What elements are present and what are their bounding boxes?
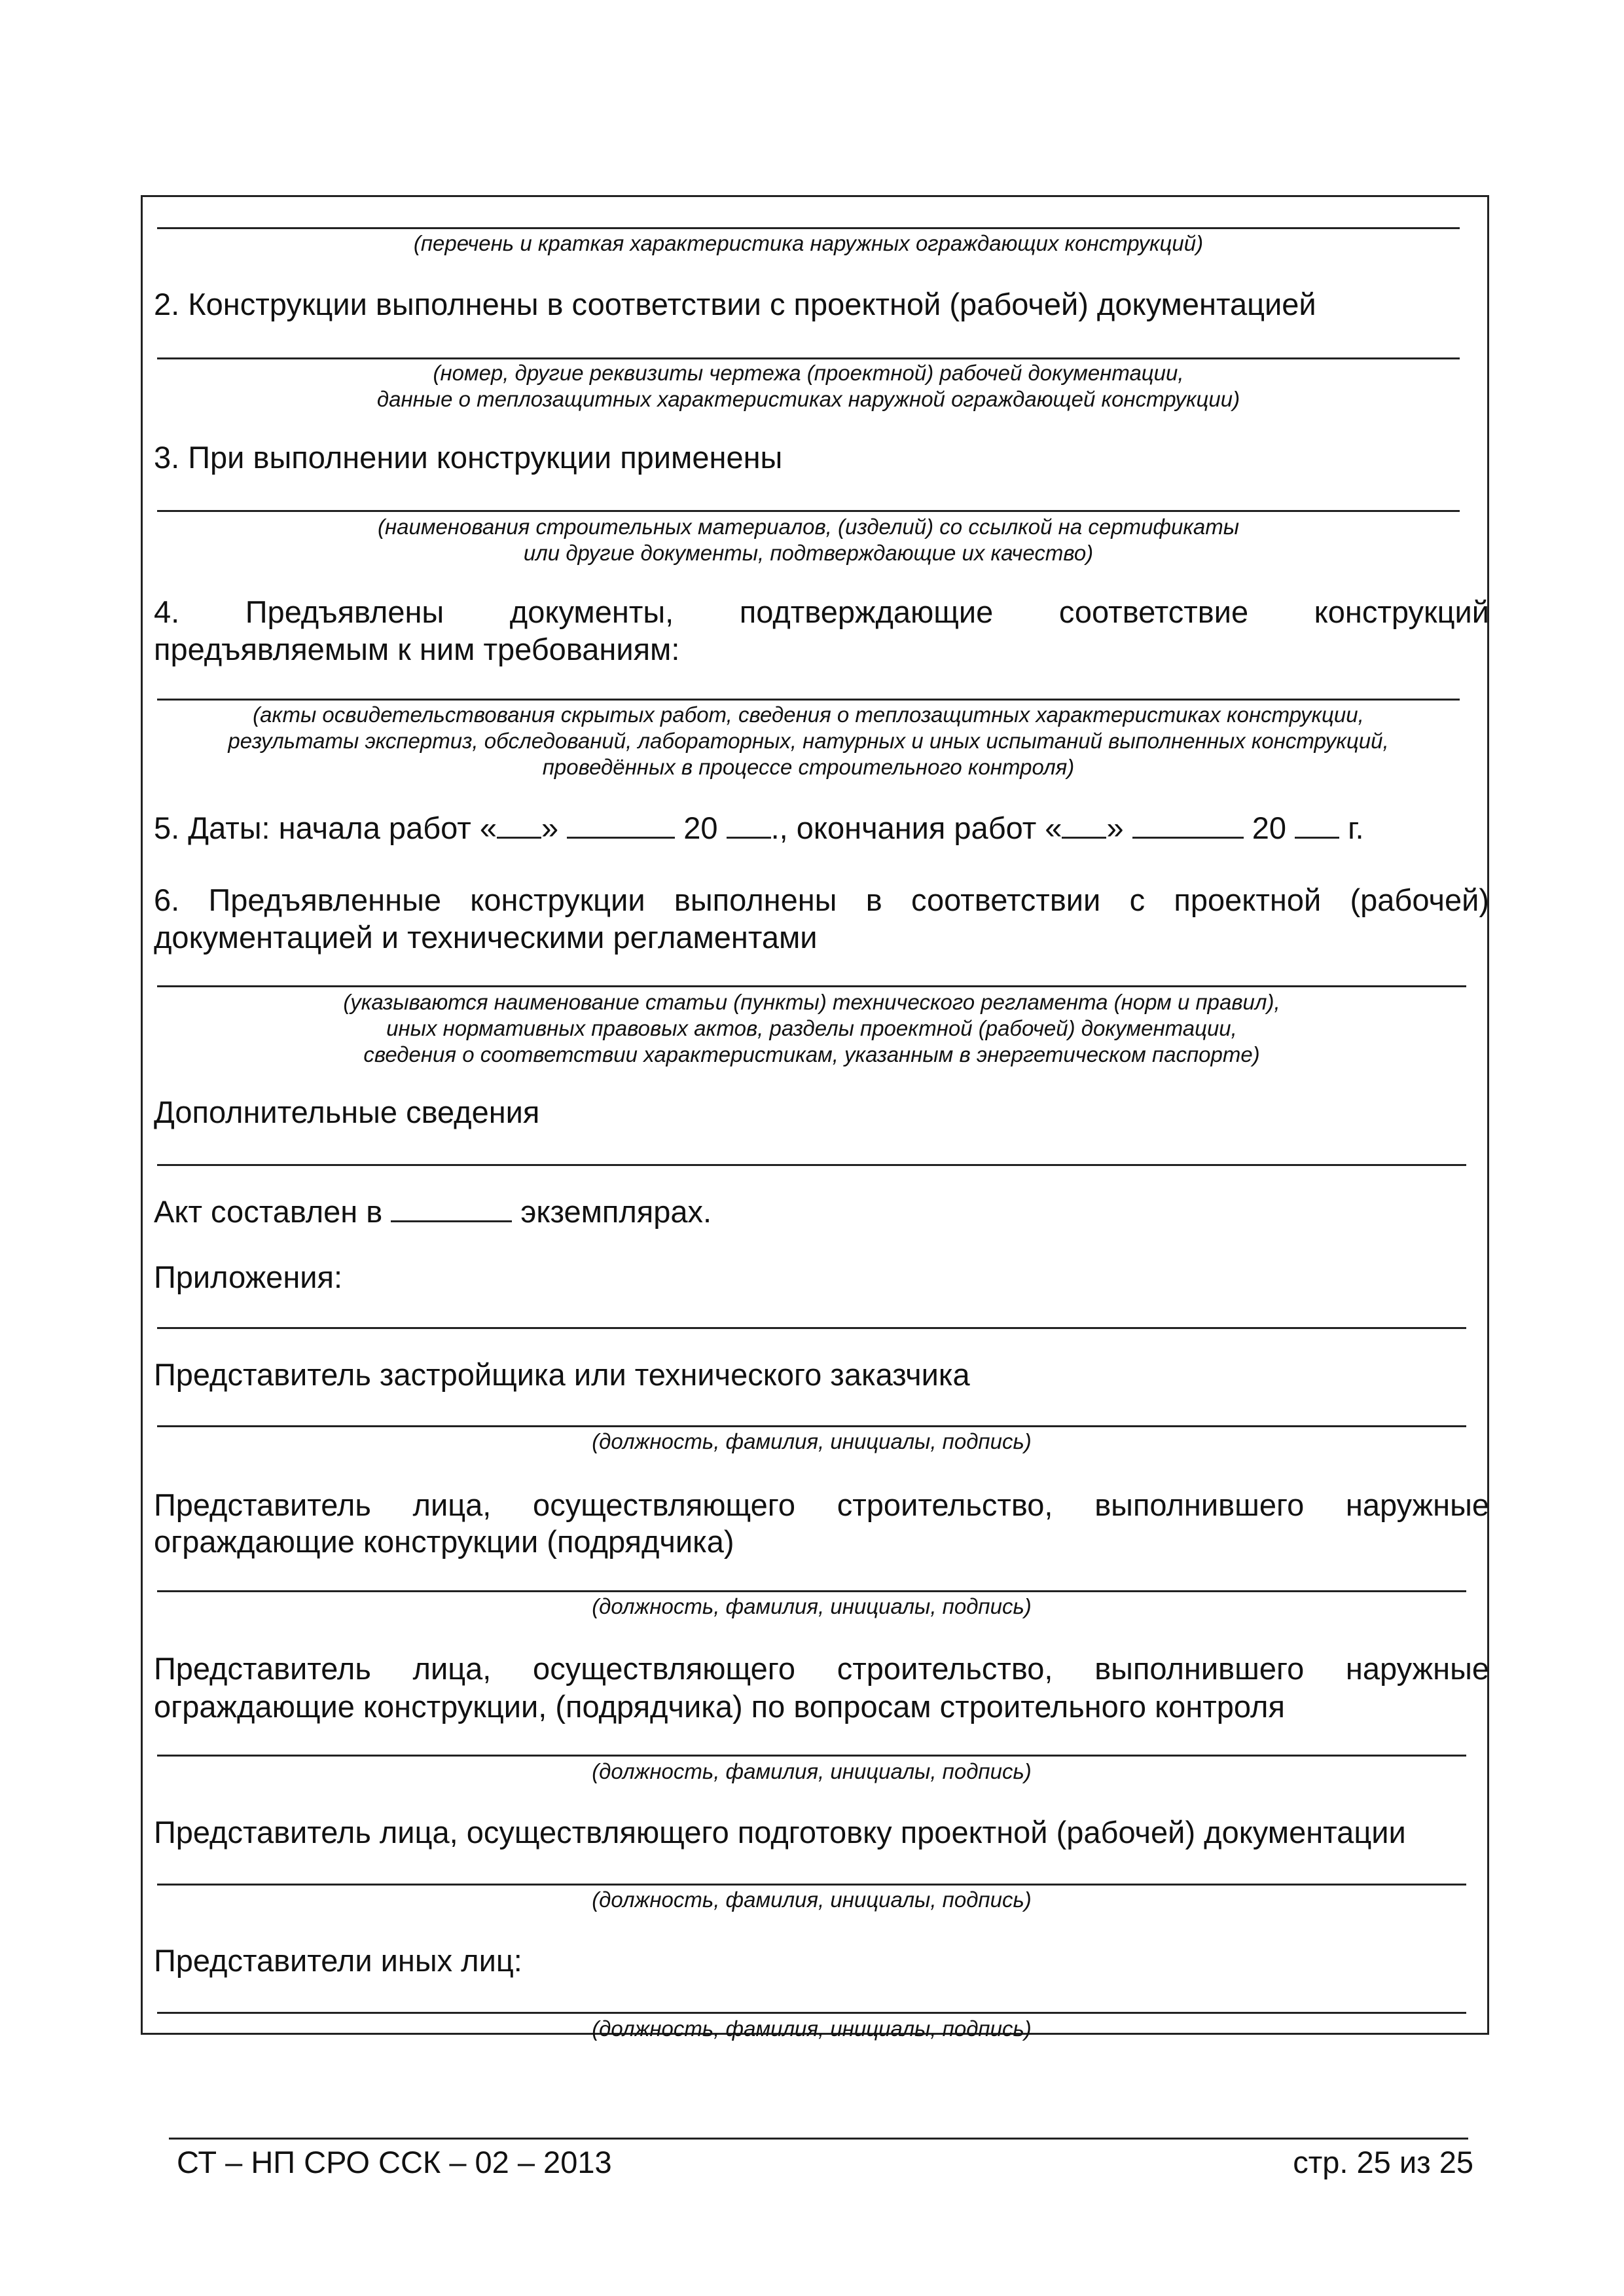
field-caption: результаты экспертиз, обследований, лабораторных, натурных и иных испытаний выполненных конструкций,: [228, 729, 1389, 753]
item-6-text-cont: документацией и техническими регламентами: [154, 920, 818, 955]
field-caption: или другие документы, подтверждающие их качество): [523, 541, 1094, 565]
signature-caption: (должность, фамилия, инициалы, подпись): [592, 1594, 1032, 1618]
rep-contractor-label: Представитель лица, осуществляющего строительство, выполнившего наружные: [154, 1487, 1489, 1522]
end-year-field[interactable]: [1295, 811, 1339, 839]
signature-line[interactable]: [157, 1425, 1466, 1427]
signature-line[interactable]: [157, 1755, 1466, 1757]
additional-info-label: Дополнительные сведения: [154, 1095, 540, 1129]
item-4-text: 4. Предъявлены документы, подтверждающие соответствие конструкций: [154, 594, 1489, 629]
copies-suffix: экземплярах.: [520, 1194, 712, 1229]
rep-designer-label: Представитель лица, осуществляющего подготовку проектной (рабочей) документации: [154, 1815, 1406, 1850]
field-caption: иных нормативных правовых актов, разделы проектной (рабочей) документации,: [386, 1016, 1237, 1040]
signature-caption: (должность, фамилия, инициалы, подпись): [592, 2016, 1032, 2041]
copies-row: [154, 1193, 712, 1231]
rep-customer-label: Представитель застройщика или технического заказчика: [154, 1357, 970, 1392]
start-year-field[interactable]: [727, 811, 771, 839]
field-line[interactable]: [157, 699, 1460, 701]
end-label: ., окончания работ «: [770, 811, 1062, 845]
year-prefix: 20: [683, 811, 718, 845]
field-caption: сведения о соответствии характеристикам, указанным в энергетическом паспорте): [363, 1042, 1260, 1066]
field-line[interactable]: [157, 357, 1460, 359]
field-caption: (номер, другие реквизиты чертежа (проектной) рабочей документации,: [433, 361, 1184, 385]
field-caption: (перечень и краткая характеристика наружных ограждающих конструкций): [413, 231, 1204, 255]
copies-count-field[interactable]: [391, 1194, 512, 1222]
year-prefix: 20: [1252, 811, 1286, 845]
page-number: стр. 25 из 25: [1293, 2145, 1473, 2179]
attachments-label: Приложения:: [154, 1260, 343, 1294]
item-5-label: 5. Даты: начала работ «: [154, 811, 497, 845]
footer-divider: [169, 2138, 1468, 2140]
field-caption: (акты освидетельствования скрытых работ, сведения о теплозащитных характеристиках конструкции,: [253, 702, 1364, 727]
signature-caption: (должность, фамилия, инициалы, подпись): [592, 1429, 1032, 1453]
field-line: [157, 227, 1460, 229]
rep-others-label: Представители иных лиц:: [154, 1943, 522, 1978]
additional-info-field[interactable]: [157, 1164, 1466, 1166]
signature-line[interactable]: [157, 2012, 1466, 2014]
rep-control-label-cont: ограждающие конструкции, (подрядчика) по вопросам строительного контроля: [154, 1689, 1285, 1724]
item-6-text: 6. Предъявленные конструкции выполнены в соответствии с проектной (рабочей): [154, 883, 1489, 917]
field-caption: данные о теплозащитных характеристиках наружной ограждающей конструкции): [376, 387, 1240, 411]
quote-close: »: [1106, 811, 1124, 845]
start-month-field[interactable]: [567, 811, 675, 839]
item-4-text-cont: предъявляемым к ним требованиям:: [154, 632, 680, 666]
field-caption: (указываются наименование статьи (пункты) технического регламента (норм и правил),: [343, 990, 1280, 1014]
field-caption: (наименования строительных материалов, (изделий) со ссылкой на сертификаты: [377, 515, 1240, 539]
rep-contractor-label-cont: ограждающие конструкции (подрядчика): [154, 1524, 734, 1559]
rep-control-label: Представитель лица, осуществляющего строительство, выполнившего наружные: [154, 1651, 1489, 1686]
document-code: СТ – НП СРО ССК – 02 – 2013: [177, 2145, 612, 2179]
end-day-field[interactable]: [1062, 811, 1106, 839]
signature-line[interactable]: [157, 1884, 1466, 1886]
item-2-text: 2. Конструкции выполнены в соответствии с проектной (рабочей) документацией: [154, 287, 1316, 321]
copies-prefix: Акт составлен в: [154, 1194, 383, 1229]
year-suffix: г.: [1348, 811, 1364, 845]
start-day-field[interactable]: [497, 811, 541, 839]
end-month-field[interactable]: [1132, 811, 1244, 839]
field-caption: проведённых в процессе строительного контроля): [542, 755, 1075, 779]
field-line[interactable]: [157, 510, 1460, 512]
signature-caption: (должность, фамилия, инициалы, подпись): [592, 1759, 1032, 1783]
signature-line[interactable]: [157, 1590, 1466, 1592]
quote-close: »: [541, 811, 559, 845]
field-line[interactable]: [157, 985, 1466, 987]
attachments-field[interactable]: [157, 1327, 1466, 1329]
item-3-text: 3. При выполнении конструкции применены: [154, 440, 783, 475]
signature-caption: (должность, фамилия, инициалы, подпись): [592, 1887, 1032, 1912]
item-5-dates: [154, 809, 1364, 847]
